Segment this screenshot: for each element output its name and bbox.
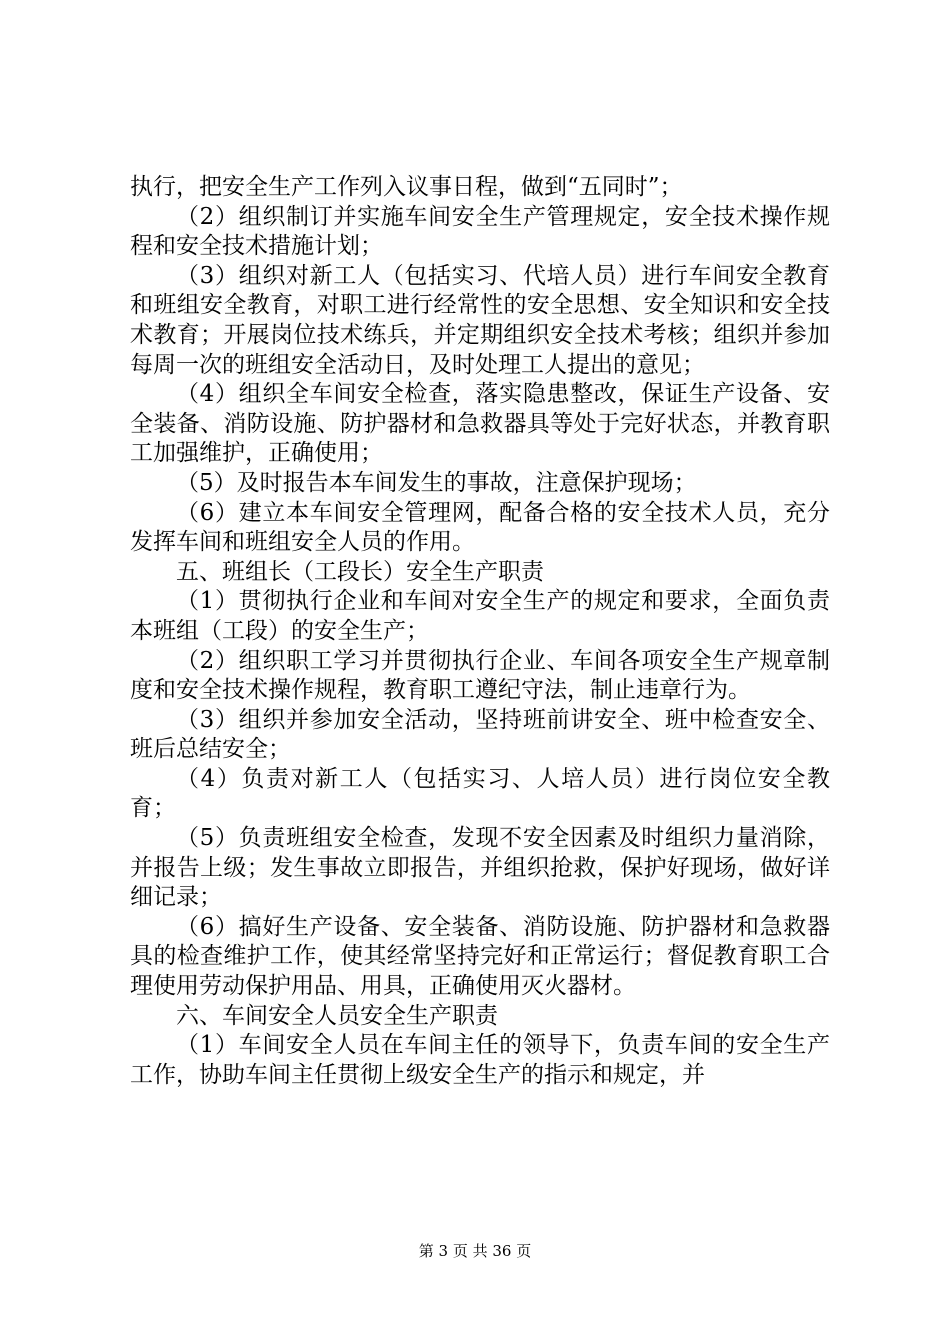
paragraph: 执行，把安全生产工作列入议事日程，做到“五同时”； bbox=[130, 174, 683, 200]
paragraph: 六、车间安全人员安全生产职责 bbox=[176, 1002, 498, 1029]
paragraph: （4）负责对新工人（包括实习、人培人员）进行岗位安全教育； bbox=[130, 765, 830, 822]
document-body bbox=[130, 173, 830, 1090]
paragraph: （1）贯彻执行企业和车间对安全生产的规定和要求，全面负责本班组（工段）的安全生产； bbox=[130, 588, 830, 644]
paragraph: （3）组织对新工人（包括实习、代培人员）进行车间安全教育和班组安全教育，对职工进行经常性的安全思想、安全知识和安全技术教育；开展岗位技术练兵，并定期组织安全技术考核；组织并参加每周一次的班组安全活动日，及时处理工人提出的意见； bbox=[130, 262, 830, 378]
paragraph: （3）组织并参加安全活动，坚持班前讲安全、班中检查安全、班后总结安全； bbox=[130, 706, 830, 763]
page-footer: 第 3 页 共 36 页 bbox=[418, 1242, 532, 1260]
paragraph: （2）组织制订并实施车间安全生产管理规定，安全技术操作规程和安全技术措施计划； bbox=[130, 203, 830, 260]
paragraph: （5）负责班组安全检查，发现不安全因素及时组织力量消除，并报告上级；发生事故立即报告，并组织抢救，保护好现场，做好详细记录； bbox=[130, 825, 830, 911]
paragraph: （2）组织职工学习并贯彻执行企业、车间各项安全生产规章制度和安全技术操作规程，教育职工遵纪守法，制止违章行为。 bbox=[130, 647, 830, 704]
paragraph: （5）及时报告本车间发生的事故，注意保护现场； bbox=[176, 469, 697, 496]
paragraph: 五、班组长（工段长）安全生产职责 bbox=[176, 558, 544, 585]
paragraph: （6）搞好生产设备、安全装备、消防设施、防护器材和急救器具的检查维护工作，使其经常坚持完好和正常运行；督促教育职工合理使用劳动保护用品、用具，正确使用灭火器材。 bbox=[130, 913, 830, 1000]
paragraph: （4）组织全车间安全检查，落实隐患整改，保证生产设备、安全装备、消防设施、防护器材和急救器具等处于完好状态，并教育职工加强维护，正确使用； bbox=[130, 381, 830, 467]
paragraph: （6）建立本车间安全管理网，配备合格的安全技术人员，充分发挥车间和班组安全人员的作用。 bbox=[130, 499, 830, 556]
paragraph: （1）车间安全人员在车间主任的领导下，负责车间的安全生产工作，协助车间主任贯彻上级安全生产的指示和规定，并 bbox=[130, 1032, 830, 1088]
